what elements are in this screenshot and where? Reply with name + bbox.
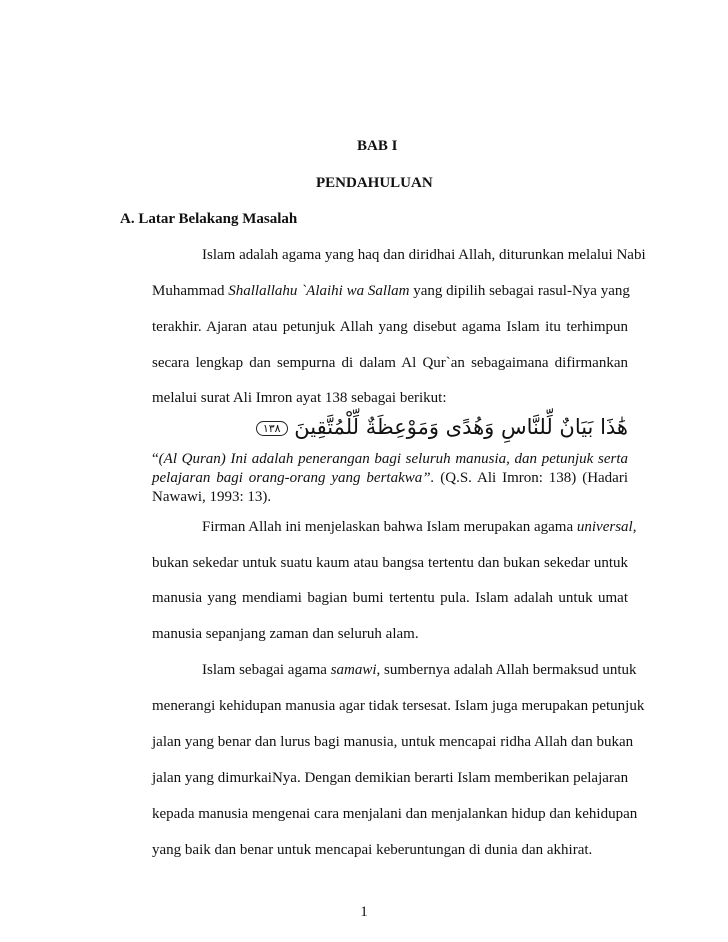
verse-arabic-text: هَٰذَا بَيَانٌ لِّلنَّاسِ وَهُدًى وَمَوْعِظَةٌ لِّلْمُتَّقِينَ <box>294 415 628 439</box>
paragraph2-text: Firman Allah ini menjelaskan bahwa Islam merupakan agama <box>202 519 574 535</box>
chapter-title: PENDAHULUAN <box>316 175 433 191</box>
paragraph2-comma: , <box>632 519 637 535</box>
paragraph3-line4: jalan yang dimurkaiNya. Dengan demikian berarti Islam memberikan pelajaran <box>152 770 629 786</box>
ayah-number-badge: ١٣٨ <box>256 421 288 436</box>
paragraph2-line1 <box>202 519 637 536</box>
paragraph3-text: Islam sebagai agama <box>202 662 327 678</box>
translation-italic: (Al Quran) Ini adalah penerangan bagi seluruh manusia, dan petunjuk serta <box>158 451 628 467</box>
translation-line2 <box>152 470 628 487</box>
page-number: 1 <box>360 904 368 920</box>
paragraph3-line3: jalan yang benar dan lurus bagi manusia, untuk mencapai ridha Allah dan bukan <box>152 734 634 750</box>
paragraph2-line3: manusia yang mendiami bagian bumi tertentu pula. Islam adalah untuk umat <box>152 590 628 606</box>
translation-line1 <box>152 451 628 468</box>
paragraph1-text: yang dipilih sebagai rasul-Nya yang <box>413 283 630 299</box>
paragraph1-text: Muhammad <box>152 283 225 299</box>
chapter-label: BAB I <box>357 138 398 154</box>
paragraph3-line1 <box>202 662 637 679</box>
paragraph3-line2: menerangi kehidupan manusia agar tidak tersesat. Islam juga merupakan petunjuk <box>152 698 645 714</box>
paragraph1-line5: melalui surat Ali Imron ayat 138 sebagai berikut: <box>152 390 447 406</box>
paragraph3-text-end: , sumbernya adalah Allah bermaksud untuk <box>376 662 637 678</box>
paragraph3-italic: samawi <box>330 662 377 678</box>
translation-reference: (Q.S. Ali Imron: 138) (Hadari <box>440 470 629 486</box>
paragraph3-line5: kepada manusia mengenai cara menjalani dan menjalankan hidup dan kehidupan <box>152 806 638 822</box>
paragraph1-line1: Islam adalah agama yang haq dan diridhai Allah, diturunkan melalui Nabi <box>202 247 646 263</box>
paragraph2-line2: bukan sekedar untuk suatu kaum atau bangsa tertentu dan bukan sekedar untuk <box>152 555 628 571</box>
open-quote: “ <box>152 451 159 467</box>
translation-italic: pelajaran bagi orang-orang yang bertakwa”. <box>152 470 435 486</box>
paragraph1-line4: secara lengkap dan sempurna di dalam Al Qur`an sebagaimana difirmankan <box>152 355 628 371</box>
section-title: A. Latar Belakang Masalah <box>120 211 298 227</box>
paragraph3-line6: yang baik dan benar untuk mencapai keberuntungan di dunia dan akhirat. <box>152 842 593 858</box>
translation-line3: Nawawi, 1993: 13). <box>152 489 272 505</box>
paragraph1-line3: terakhir. Ajaran atau petunjuk Allah yang disebut agama Islam itu terhimpun <box>152 319 628 335</box>
paragraph1-italic: Shallallahu `Alaihi wa Sallam <box>228 283 410 299</box>
paragraph1-line2 <box>152 283 628 300</box>
quran-verse <box>262 415 628 455</box>
paragraph2-italic: universal <box>576 519 633 535</box>
paragraph2-line4: manusia sepanjang zaman dan seluruh alam. <box>152 626 419 642</box>
